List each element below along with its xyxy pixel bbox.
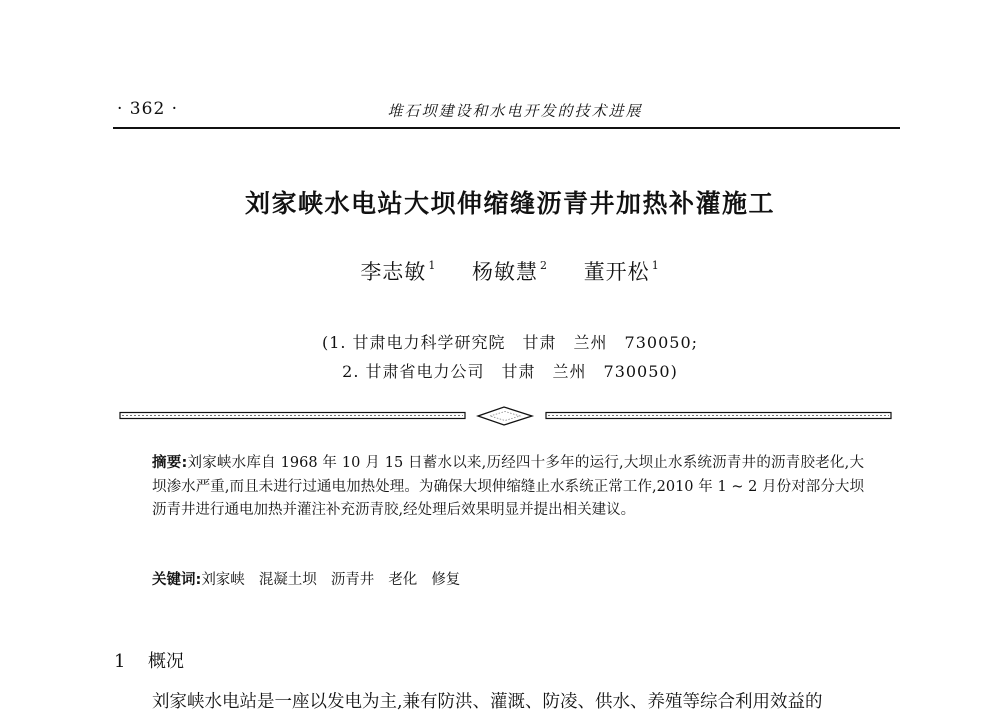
- keyword: 修复: [431, 572, 461, 588]
- body-paragraph-line: 刘家峡水电站是一座以发电为主,兼有防洪、灌溉、防凌、供水、养殖等综合利用效益的: [152, 692, 823, 712]
- keyword: 沥青井: [330, 572, 375, 588]
- keyword: 老化: [388, 572, 418, 588]
- affiliation-mark: 1: [651, 259, 660, 272]
- keyword: 刘家峡: [201, 572, 245, 588]
- author: [360, 256, 436, 286]
- header-rule: [113, 127, 900, 129]
- affiliation-line: (1. 甘肃电力科学研究院 甘肃 兰州 730050;: [321, 333, 699, 352]
- diamond-ornament: [478, 407, 532, 425]
- section-heading: [114, 647, 184, 673]
- author-name: 杨敏慧: [472, 260, 538, 284]
- keyword: 混凝土坝: [258, 572, 317, 588]
- affiliation-mark: 1: [428, 259, 437, 272]
- section-title: 概况: [148, 651, 184, 672]
- author: [472, 256, 548, 286]
- affiliation-line: 2. 甘肃省电力公司 甘肃 兰州 730050): [342, 362, 678, 381]
- abstract-label: 摘要:: [152, 455, 188, 471]
- section-number: 1: [114, 651, 126, 672]
- author: [584, 256, 660, 286]
- abstract-text: 刘家峡水库自 1968 年 10 月 15 日蓄水以来,历经四十多年的运行,大坝止水系统沥青井的沥青胶老化,大坝渗水严重,而且未进行过通电加热处理。为确保大坝伸缩缝止水系统正常工作,2010 年 1 ~ 2 月份对部分大坝沥青井进行通电加热并灌注补充沥青胶,经处理后效果明显并提出相关建议。: [152, 455, 864, 519]
- author-list: [120, 256, 900, 286]
- abstract: [152, 452, 864, 523]
- page-number: · 362 ·: [117, 99, 179, 119]
- author-name: 李志敏: [360, 260, 427, 284]
- keywords-label: 关键词:: [152, 572, 202, 588]
- paper-title: 刘家峡水电站大坝伸缩缝沥青井加热补灌施工: [244, 189, 775, 218]
- keywords: [152, 568, 864, 589]
- author-name: 董开松: [583, 260, 650, 284]
- running-title: 堆石坝建设和水电开发的技术进展: [387, 102, 643, 120]
- affiliation-mark: 2: [540, 259, 548, 272]
- ornamental-divider: [118, 404, 893, 428]
